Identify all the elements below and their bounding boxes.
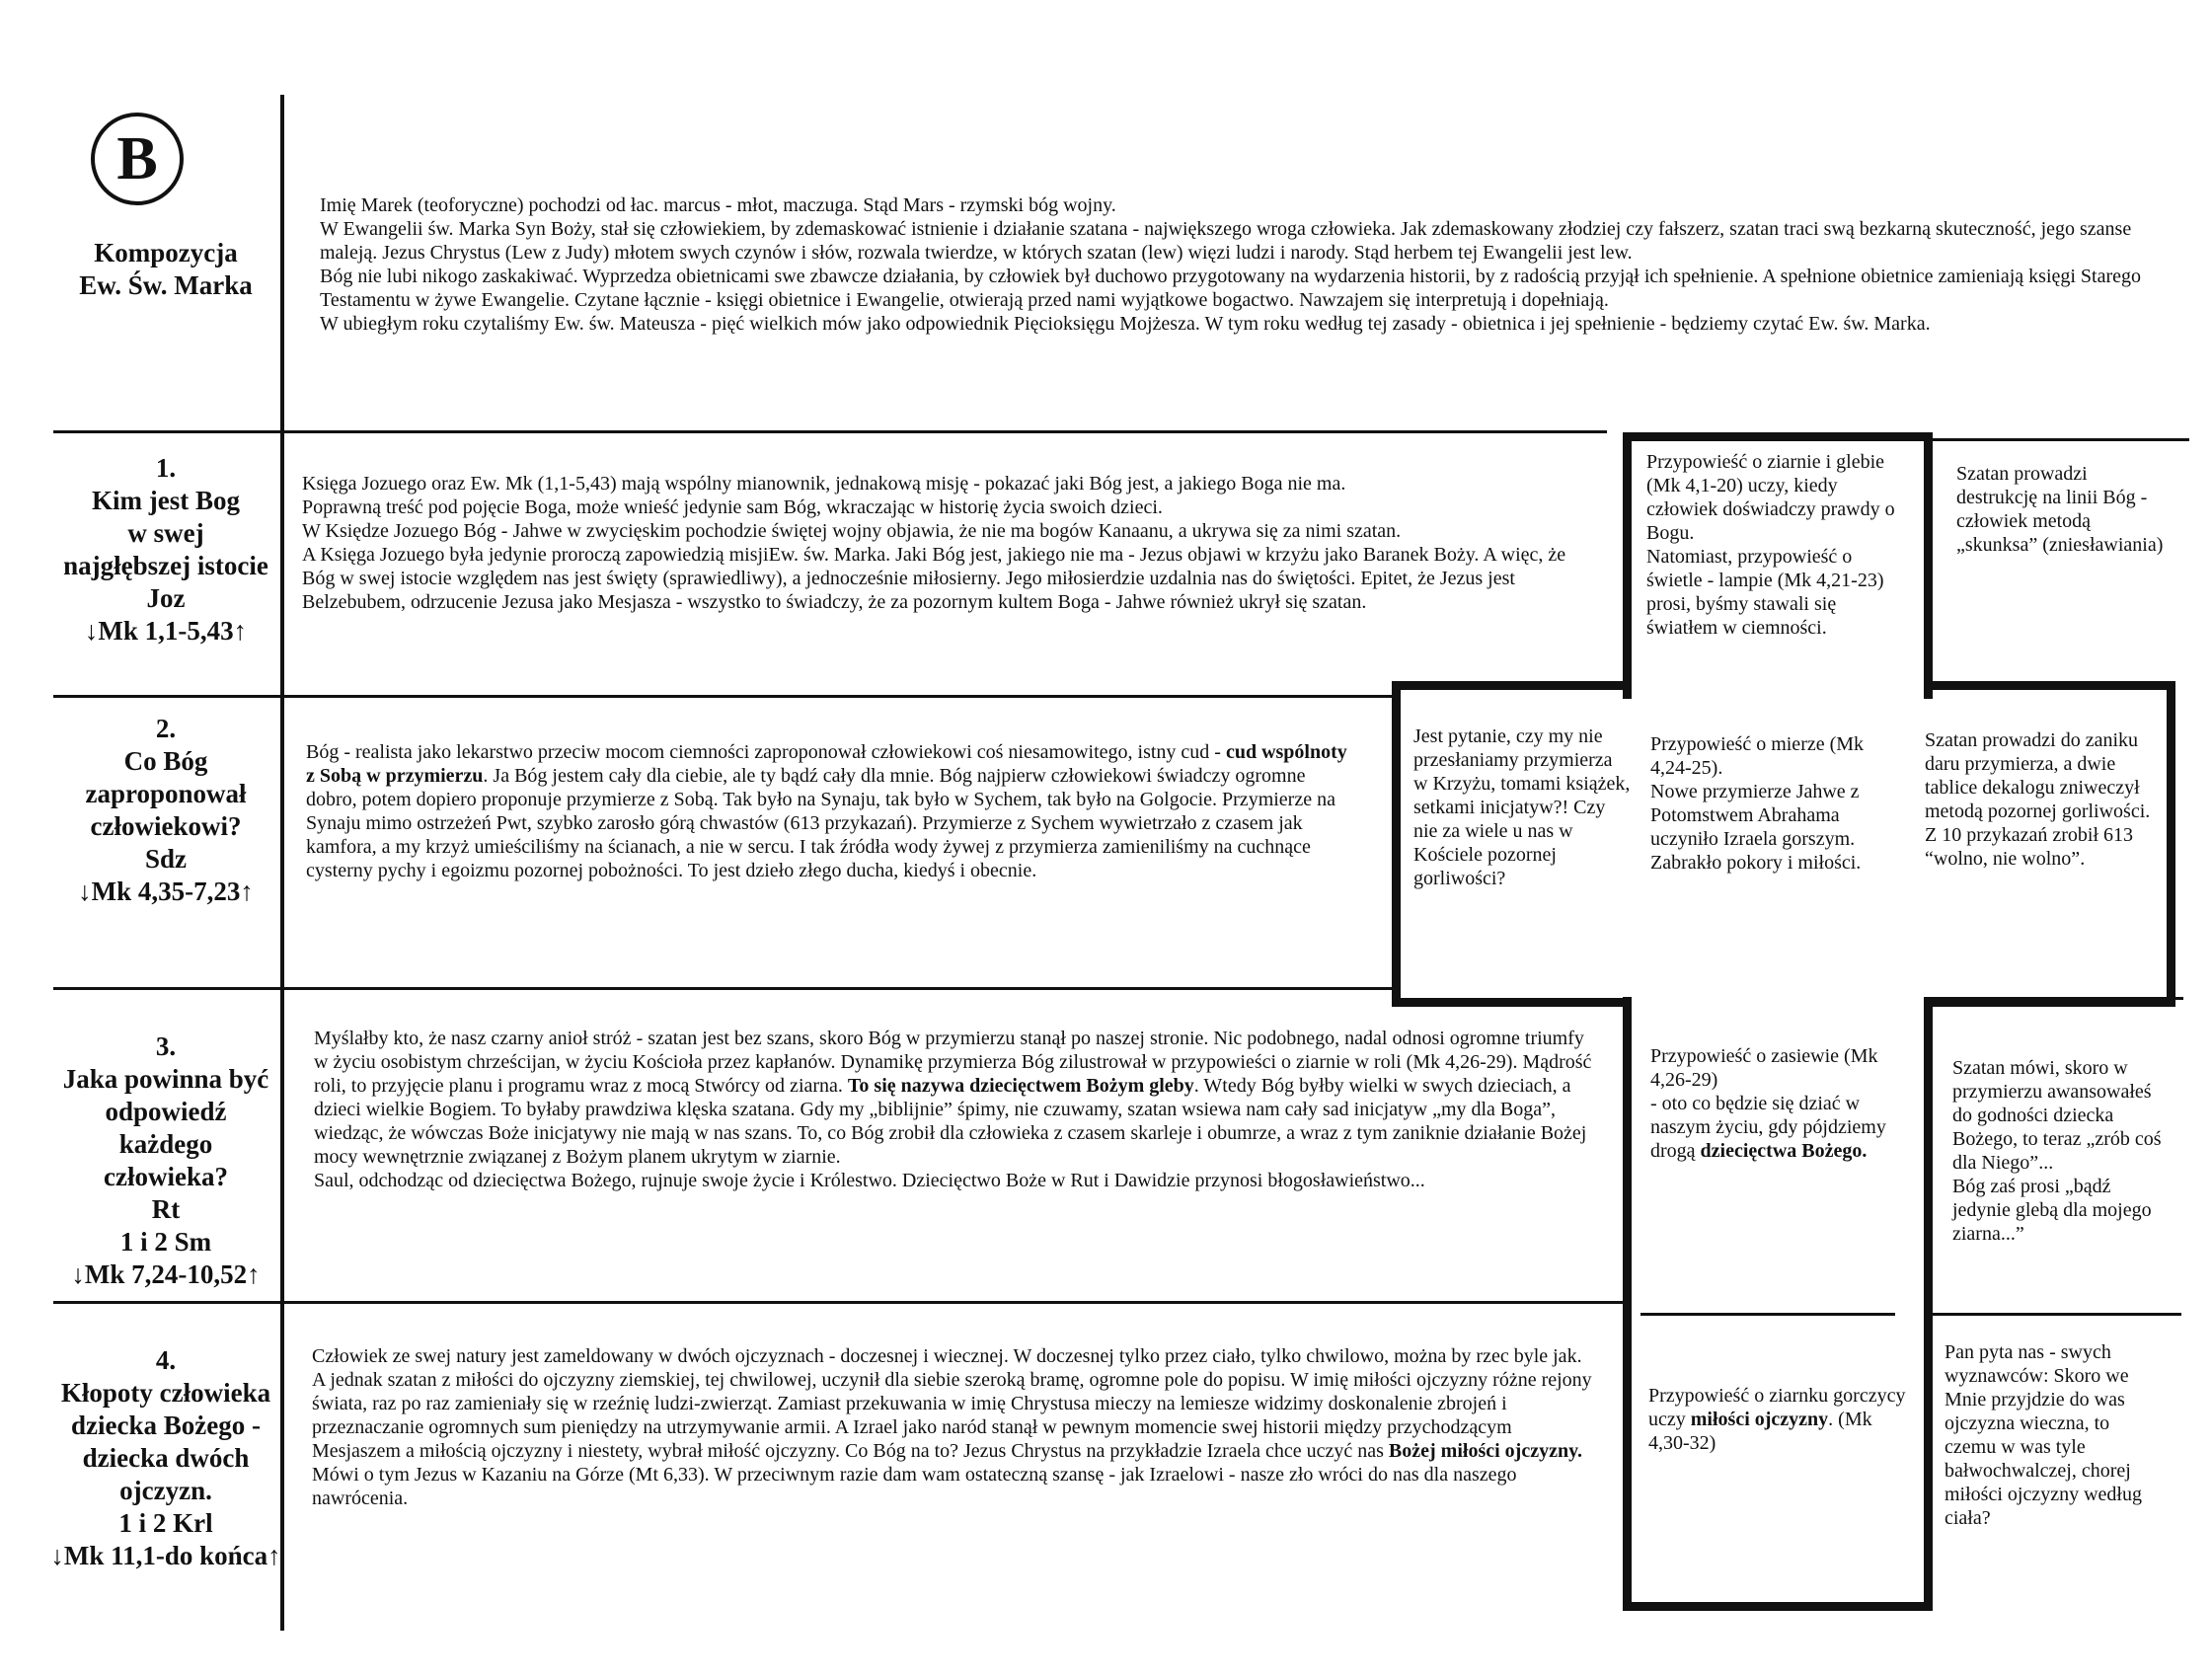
arrow-down-icon: ↓ xyxy=(50,1541,64,1570)
section-title-line: odpowiedź xyxy=(105,1097,227,1126)
section-3-parable xyxy=(1650,1044,1909,1163)
logo-b-circle xyxy=(91,113,184,205)
intro-paragraph: W ubiegłym roku czytaliśmy Ew. św. Mateusza - pięć wielkich mów jako odpowiednik Pięcioksięgu Mojżesza. W tym roku według tej zasady - obietnica i jej spełnienie - będziemy czytać Ew. św. Marka. xyxy=(320,313,1931,335)
separator-2 xyxy=(53,695,1392,698)
section-title-line: 1 i 2 Krl xyxy=(118,1508,213,1538)
section-title-line: każdego xyxy=(118,1129,213,1159)
section-2-parable: Przypowieść o mierze (Mk 4,24-25). Nowe przymierze Jahwe z Potomstwem Abrahama uczyniło Izraela gorszym. Zabrakło pokory i miłości. xyxy=(1650,733,1865,874)
parable-text: . (Mk 4,30-32) xyxy=(1648,1409,1872,1454)
section-number: 2. xyxy=(155,714,177,743)
section-4-text xyxy=(312,1344,1595,1510)
section-title-line: w swej xyxy=(127,518,204,548)
section-number: 3. xyxy=(155,1031,177,1061)
section-title-line: ojczyzn. xyxy=(119,1476,212,1505)
section-ref: Mk 1,1-5,43 xyxy=(98,616,234,646)
separator-4 xyxy=(53,1301,1623,1304)
parable-bold: dziecięctwa Bożego. xyxy=(1700,1140,1868,1162)
logo-letter: B xyxy=(116,125,158,192)
section-paragraph: A Księga Jozuego była jedynie proroczą zapowiedzią misjiEw. św. Marka. Jaki Bóg jest, jakiego nie ma - Jezus objawi w krzyżu jako Baranek Boży. A więc, że Bóg w swej istocie względem nas jest święty (sprawiedliwy), a jednocześnie miłosierny. Jego miłosierdzie uzdalnia nas do świętości. Epitet, że Jezus jest Belzebubem, odrzucenie Jezusa jako Mesjasza - wszystko to świadczy, że za pozornym kultem Boga - Jahwe również ukrył się szatan. xyxy=(302,544,1566,613)
section-2-text xyxy=(306,740,1352,882)
section-title-line: dziecka dwóch xyxy=(82,1443,250,1473)
section-title-line: Rt xyxy=(151,1194,181,1224)
cross-joint-mask-bottom xyxy=(1632,997,1924,1009)
header-title xyxy=(49,237,282,302)
section-book: Joz xyxy=(146,583,186,613)
section-1-heading xyxy=(49,452,282,648)
section-title-line: Jaka powinna być xyxy=(62,1064,269,1094)
section-title-line: zaproponował xyxy=(85,779,247,808)
section-text-part: . Wtedy Bóg byłby wielki w swych dzieciach, a dzieci wielkie Bogiem. To byłaby prawdziwa klęska szatana. Gdy my „biblijnie” śpimy, nie czuwamy, szatan wsiewa nam cały sad inicjatyw „my dla Boga”, wiedząc, że wówczas Boże inicjatywy nie mają w nas szans. To, co Bóg zrobił dla człowieka z czasem skarleje i obumrze, a wraz z tym zaniknie działanie Bożej mocy wewnętrznie związanej z Bożym planem ukrytym w ziarnie. xyxy=(314,1075,1587,1168)
cross-joint-mask-top xyxy=(1632,679,1924,691)
section-title-line: człowieka? xyxy=(104,1162,228,1191)
section-1-text xyxy=(302,472,1585,614)
separator-4-right xyxy=(1925,1313,2181,1316)
intro-paragraph: W Ewangelii św. Marka Syn Boży, stał się człowiekiem, by zdemaskować istnienie i działanie szatana - największego wroga człowieka. Jak zdemaskowany złodziej czy fałszerz, szatan traci swą bezkarną skuteczność, jego szanse maleją. Jezus Chrystus (Lew z Judy) młotem swych czynów i słów, rozwala twierdze, w których szatan (lew) więzi ludzi i narody. Stąd herbem tej Ewangelii jest lew. xyxy=(320,218,2132,264)
section-2-question: Jest pytanie, czy my nie przesłaniamy przymierza w Krzyżu, tomami książek, setkami inicjatyw?! Czy nie za wiele u nas w Kościele pozornej gorliwości? xyxy=(1413,725,1631,889)
arrow-up-icon: ↑ xyxy=(267,1541,281,1570)
section-text-part: Bóg - realista jako lekarstwo przeciw mocom ciemności zaproponował człowiekowi coś niesamowitego, istny cud - xyxy=(306,741,1226,763)
arrow-down-icon: ↓ xyxy=(71,1259,85,1289)
section-text-bold: cud wspólnoty z Sobą w przymierzu xyxy=(306,741,1347,787)
parable-text: Przypowieść o ziarnku gorczycy uczy xyxy=(1648,1385,1906,1430)
section-number: 1. xyxy=(155,453,177,483)
section-4-parable xyxy=(1648,1384,1907,1455)
section-3-satan: Szatan mówi, skoro w przymierzu awansowałeś do godności dziecka Bożego, to teraz „zrób coś dla Niego”... Bóg zaś prosi „bądź jedynie glebą dla mojego ziarna...” xyxy=(1952,1057,2162,1245)
header-title-line2: Ew. Św. Marka xyxy=(79,270,253,300)
section-title-line: Co Bóg xyxy=(123,746,208,776)
section-4-satan: Pan pyta nas - swych wyznawców: Skoro we Mnie przyjdzie do was ojczyzna wieczna, to czemu w was tyle bałwochwalczej, chorej miłości ojczyzny według ciała? xyxy=(1945,1341,2142,1529)
section-title-line: 1 i 2 Sm xyxy=(119,1227,212,1257)
arrow-down-icon: ↓ xyxy=(78,877,92,906)
section-title-line: człowiekowi? xyxy=(90,811,242,841)
section-text-part: Mówi o tym Jezus w Kazaniu na Górze (Mt 6,33). W przeciwnym razie dam wam ostateczną szansę - jak Izraelowi - nasze zło wróci do nas dla naszego nawrócenia. xyxy=(312,1464,1517,1509)
parable-text: Przypowieść o zasiewie (Mk 4,26-29) - oto co będzie się dziać w naszym życiu, gdy pójdziemy drogą xyxy=(1650,1045,1886,1162)
section-paragraph: W Księdze Jozuego Bóg - Jahwe w zwycięskim pochodzie świętej wojny objawia, że nie ma bogów Kanaanu, a ukrywa się za nimi szatan. xyxy=(302,520,1402,542)
arrow-down-icon: ↓ xyxy=(84,616,99,646)
intro-paragraph: Imię Marek (teoforyczne) pochodzi od łac. marcus - młot, maczuga. Stąd Mars - rzymski bóg wojny. xyxy=(320,194,1116,216)
section-3-heading xyxy=(49,1030,282,1291)
section-ref: Mk 7,24-10,52 xyxy=(84,1259,248,1289)
section-paragraph: Saul, odchodząc od dziecięctwa Bożego, rujnuje swoje życie i Królestwo. Dziecięctwo Boże w Rut i Dawidzie przynosi błogosławieństwo... xyxy=(314,1170,1425,1191)
section-2-heading xyxy=(49,713,282,908)
header-title-line1: Kompozycja xyxy=(94,238,238,267)
section-4-heading xyxy=(49,1344,282,1572)
separator-3 xyxy=(53,987,1392,990)
section-title-line: dziecka Bożego - xyxy=(71,1411,261,1440)
section-text-part: . Ja Bóg jestem cały dla ciebie, ale ty bądź cały dla mnie. Bóg najpierw człowiekowi świadczy ogromne dobro, potem dopiero proponuje przymierze z Sobą. Tak było na Synaju, tak było w Sychem, tak było na Golgocie. Przymierze na Synaju mimo ostrzeżeń Pwt, szybko zarosło górą chwastów (613 przykazań). Przymierze z Sychem wywietrzało z czasem jak kamfora, a my krzyż umieściliśmy na ścianach, a nie w sercu. I tak źródła wody żywej z przymierza zamieniliśmy na cuchnące cysterny pychy i egoizmu pozornej pobożności. To jest dzieło złego ducha, kiedyś i obecnie. xyxy=(306,765,1335,881)
section-2-satan: Szatan prowadzi do zaniku daru przymierza, a dwie tablice dekalogu zniweczył metodą pozornej gorliwości. Z 10 przykazań zrobił 613 “wolno, nie wolno”. xyxy=(1925,729,2151,870)
section-text-bold: Bożej miłości ojczyzny. xyxy=(1388,1440,1582,1462)
section-3-text xyxy=(314,1027,1597,1192)
arrow-up-icon: ↑ xyxy=(247,1259,261,1289)
section-paragraph: Księga Jozuego oraz Ew. Mk (1,1-5,43) mają wspólny mianownik, jednakową misję - pokazać jaki Bóg jest, a jakiego Boga nie ma. xyxy=(302,473,1346,495)
section-book: Sdz xyxy=(144,844,188,874)
section-title-line: najgłębszej istocie xyxy=(63,551,268,580)
section-number: 4. xyxy=(155,1345,177,1375)
section-title-line: Kłopoty człowieka xyxy=(60,1378,271,1408)
section-text-bold: To się nazywa dziecięctwem Bożym gleby xyxy=(847,1075,1194,1097)
parable-bold: miłości ojczyzny xyxy=(1690,1409,1829,1430)
section-paragraph: Poprawną treść pod pojęcie Boga, może wnieść jedynie sam Bóg, wkraczając w historię życia swoich dzieci. xyxy=(302,496,1163,518)
header-intro xyxy=(320,193,2142,336)
section-text-part: Myślałby kto, że nasz czarny anioł stróż - szatan jest bez szans, skoro Bóg w przymierzu stanął po naszej stronie. Nic podobnego, nadal odnosi ogromne triumfy w życiu osobistym chrześcijan, w życiu Kościoła przez kapłanów. Dynamikę przymierza Bóg zilustrował w przypowieści o ziarnie w roli (Mk 4,26-29). Mądrość roli, to przyjęcie planu i programu wraz z mocą Stwórcy od ziarna. xyxy=(314,1028,1592,1097)
arrow-up-icon: ↑ xyxy=(233,616,248,646)
section-1-satan: Szatan prowadzi destrukcję na linii Bóg - człowiek metodą „skunksa” (zniesławiania) xyxy=(1956,463,2164,556)
section-1-parable: Przypowieść o ziarnie i glebie (Mk 4,1-20) uczy, kiedy człowiek doświadczy prawdy o Bogu. Natomiast, przypowieść o świetle - lampie (Mk 4,21-23) prosi, byśmy stawali się światłem w ciemności. xyxy=(1646,451,1895,639)
intro-paragraph: Bóg nie lubi nikogo zaskakiwać. Wyprzedza obietnicami swe zbawcze działania, by człowiek był duchowo przygotowany na wydarzenia historii, by z radością przyjął ich spełnienie. A spełnione obietnice zamieniają księgi Starego Testamentu w żywe Ewangelie. Czytane łącznie - księgi obietnice i Ewangelie, otwierają przed nami wyjątkowe bogactwo. Nawzajem się interpretują i dopełniają. xyxy=(320,266,2142,311)
section-ref: Mk 11,1-do końca xyxy=(63,1541,268,1570)
section-text-part: Człowiek ze swej natury jest zameldowany w dwóch ojczyznach - doczesnej i wiecznej. W doczesnej tylko przez ciało, tylko chwilowo, można by rzec byle jak. A jednak szatan z miłości do ojczyzny ziemskiej, tej chwilowej, uczynił dla siebie szeroką bramę, ogromne pole do popisu. W imię miłości ojczyzny różne rejony świata, raz po raz zamieniały się w rzeźnię ludzi-zwierząt. Zamiast przekuwania w imię Chrystusa mieczy na lemiesze widzimy doskonalenie zbrojeń i przeznaczanie ogromnych sum pieniędzy na utrzymywanie armii. A Izrael jako naród stanął w pewnym momencie swej historii między przychodzącym Mesjaszem a miłością ojczyzny i niestety, wybrał miłość ojczyzny. Co Bóg na to? Jezus Chrystus na przykładzie Izraela chce uczyć nas xyxy=(312,1345,1592,1462)
section-title-line: Kim jest Bog xyxy=(92,486,240,515)
section-ref: Mk 4,35-7,23 xyxy=(91,877,241,906)
separator-1-right xyxy=(1933,438,2189,441)
separator-1 xyxy=(53,430,1607,433)
arrow-up-icon: ↑ xyxy=(240,877,254,906)
